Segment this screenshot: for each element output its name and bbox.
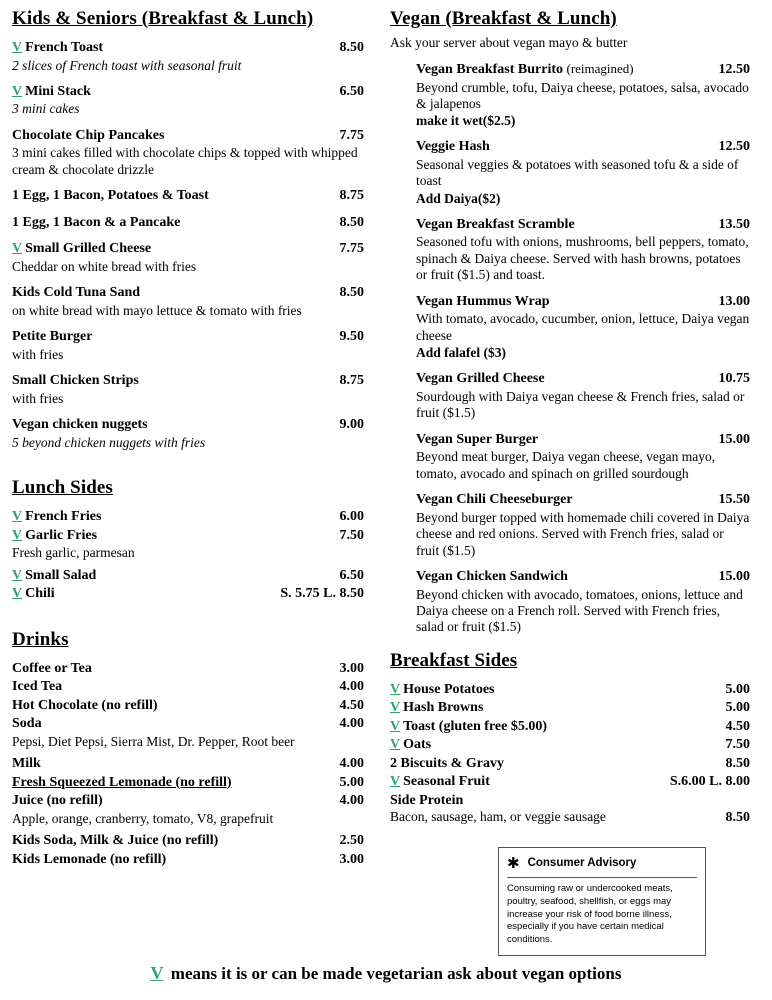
left-column xyxy=(12,8,364,869)
menu-item xyxy=(416,216,750,284)
menu-columns xyxy=(12,8,760,956)
menu-item-head xyxy=(12,214,364,232)
menu-item-price: 6.00 xyxy=(339,509,364,525)
menu-item-price: 15.00 xyxy=(718,569,750,584)
menu-item xyxy=(12,567,364,585)
menu-item xyxy=(416,138,750,206)
vegetarian-icon: V xyxy=(390,681,401,697)
menu-item-description: Beyond burger topped with homemade chili covered in Daiya cheese and red onions. Served with French fries, salad or fruit ($1.5) xyxy=(416,509,750,558)
menu-item-name: V House Potatoes xyxy=(390,681,495,697)
menu-item xyxy=(12,508,364,526)
menu-item-price: 4.50 xyxy=(725,718,750,734)
menu-item-price: 3.00 xyxy=(339,851,364,867)
menu-item xyxy=(12,832,364,850)
menu-item-description: with fries xyxy=(12,346,64,362)
menu-item-name: V French Toast xyxy=(12,40,104,55)
vegetarian-icon: V xyxy=(12,527,23,543)
menu-item-head xyxy=(12,678,364,696)
menu-item-name: Vegan chicken nuggets xyxy=(12,417,148,433)
vegetarian-icon: V xyxy=(390,774,401,790)
menu-item-price: 8.50 xyxy=(725,810,750,826)
menu-item-description: on white bread with mayo lettuce & tomato with fries xyxy=(12,302,302,318)
menu-item xyxy=(390,773,750,791)
menu-item-name: 2 Biscuits & Gravy xyxy=(390,755,504,771)
menu-item-name: V Chili xyxy=(12,586,55,602)
menu-item xyxy=(12,715,364,750)
consumer-advisory-box xyxy=(498,847,706,956)
menu-item xyxy=(390,792,750,831)
menu-item-name: V Toast (gluten free $5.00) xyxy=(390,718,548,734)
menu-item-head xyxy=(390,699,750,717)
menu-item-description: Bacon, sausage, ham, or veggie sausage xyxy=(390,809,606,825)
vegan-subnote: Ask your server about vegan mayo & butter xyxy=(390,35,628,50)
right-column xyxy=(390,8,750,956)
menu-item-head xyxy=(12,660,364,678)
vegan-list xyxy=(390,61,750,636)
menu-item-price: 12.50 xyxy=(718,62,750,77)
menu-item-sub xyxy=(390,809,750,830)
menu-item-price: S.6.00 L. 8.00 xyxy=(669,774,750,790)
breakfast-sides-list xyxy=(390,681,750,831)
menu-item xyxy=(12,755,364,773)
menu-item-head xyxy=(12,240,364,258)
menu-item xyxy=(12,851,364,869)
menu-item-price: 6.50 xyxy=(339,567,364,583)
menu-item-name: Iced Tea xyxy=(12,679,63,695)
menu-item-head xyxy=(416,568,750,586)
menu-item-name: V Small Grilled Cheese xyxy=(12,241,152,257)
menu-item-description: 5 beyond chicken nuggets with fries xyxy=(12,434,206,450)
menu-item-name: Chocolate Chip Pancakes xyxy=(12,127,165,143)
menu-item xyxy=(416,568,750,636)
menu-item-description: Sourdough with Daiya vegan cheese & French fries, salad or fruit ($1.5) xyxy=(416,388,745,421)
menu-item-description: 2 slices of French toast with seasonal fruit xyxy=(12,57,242,73)
menu-item-description: Beyond crumble, tofu, Daiya cheese, potatoes, salsa, avocado & jalapenos xyxy=(416,79,749,111)
menu-item-name: Veggie Hash xyxy=(416,139,490,155)
menu-item xyxy=(12,416,364,451)
menu-item-price: 13.00 xyxy=(718,293,750,309)
menu-item-head xyxy=(416,431,750,449)
menu-item-head xyxy=(12,527,364,545)
section-title-lunch-sides: Lunch Sides xyxy=(12,477,113,499)
menu-item-head xyxy=(416,61,750,79)
menu-item-description: Seasonal veggies & potatoes with seasoned tofu & a side of toast xyxy=(416,156,739,189)
menu-item xyxy=(12,328,364,363)
consumer-advisory-header xyxy=(507,854,697,878)
menu-item-price: 6.50 xyxy=(339,83,364,99)
menu-item xyxy=(416,61,750,129)
vegetarian-icon: V xyxy=(150,963,164,983)
lunch-sides-list xyxy=(12,508,364,602)
menu-item-head xyxy=(12,832,364,850)
vegetarian-icon: V xyxy=(12,586,23,602)
menu-item-head xyxy=(390,792,750,810)
menu-item-name: Kids Soda, Milk & Juice (no refill) xyxy=(12,833,219,849)
menu-item-name: Vegan Chili Cheeseburger xyxy=(416,492,573,508)
menu-item-price: 4.50 xyxy=(339,697,364,713)
menu-item-head xyxy=(12,39,364,57)
menu-item-head xyxy=(12,585,364,603)
menu-item-head xyxy=(416,370,750,388)
menu-item-price: 9.50 xyxy=(339,329,364,345)
menu-item-head xyxy=(12,792,364,810)
menu-item-addon: Add falafel ($3) xyxy=(416,345,506,361)
menu-item-price: 13.50 xyxy=(718,216,750,232)
menu-item xyxy=(12,774,364,792)
menu-item-name: V Garlic Fries xyxy=(12,527,98,543)
menu-item-price: 8.50 xyxy=(339,40,364,55)
menu-item-price: 15.50 xyxy=(718,492,750,508)
consumer-advisory-title: Consumer Advisory xyxy=(527,856,637,869)
menu-item-price: 3.00 xyxy=(339,660,364,676)
menu-item-description: Fresh garlic, parmesan xyxy=(12,545,135,561)
menu-item-name: Kids Cold Tuna Sand xyxy=(12,285,141,301)
menu-item-name: Vegan Super Burger xyxy=(416,431,539,447)
menu-item xyxy=(12,127,364,178)
menu-item-head xyxy=(12,755,364,773)
menu-item-head xyxy=(12,508,364,526)
menu-item-name: V Seasonal Fruit xyxy=(390,774,490,790)
menu-item xyxy=(390,699,750,717)
menu-item-price: 7.75 xyxy=(339,127,364,143)
menu-item-head xyxy=(416,491,750,509)
menu-item xyxy=(12,214,364,232)
menu-item xyxy=(12,527,364,562)
section-title-vegan: Vegan (Breakfast & Lunch) xyxy=(390,8,617,29)
menu-item-description: Pepsi, Diet Pepsi, Sierra Mist, Dr. Pepper, Root beer xyxy=(12,733,295,749)
menu-item-name: Juice (no refill) xyxy=(12,793,103,809)
menu-item xyxy=(12,678,364,696)
menu-item-name: Vegan Chicken Sandwich xyxy=(416,569,568,584)
menu-item-name: Vegan Hummus Wrap xyxy=(416,293,550,309)
menu-item-name: V French Fries xyxy=(12,509,102,525)
menu-item-name: Side Protein xyxy=(390,792,464,808)
menu-item-name: Vegan Grilled Cheese xyxy=(416,371,545,387)
menu-item-description: 3 mini cakes xyxy=(12,101,80,117)
menu-item xyxy=(416,293,750,361)
menu-item-head xyxy=(390,718,750,736)
menu-item-name: V Hash Browns xyxy=(390,700,484,716)
vegetarian-icon: V xyxy=(12,40,23,55)
menu-item-price: 8.50 xyxy=(725,755,750,771)
vegetarian-icon: V xyxy=(12,567,23,583)
menu-item-price: 2.50 xyxy=(339,833,364,849)
menu-item-head xyxy=(12,774,364,792)
menu-item-name: V Oats xyxy=(390,737,432,753)
menu-item-price: 5.00 xyxy=(725,700,750,716)
menu-item-name: V Mini Stack xyxy=(12,83,91,99)
menu-item-price: 4.00 xyxy=(339,756,364,772)
menu-item-name: Hot Chocolate (no refill) xyxy=(12,697,158,713)
menu-item-head xyxy=(12,372,364,390)
menu-item-name: 1 Egg, 1 Bacon & a Pancake xyxy=(12,214,181,230)
drinks-list xyxy=(12,660,364,868)
vegetarian-icon: V xyxy=(12,241,23,257)
menu-item-name: Coffee or Tea xyxy=(12,660,92,676)
menu-item xyxy=(416,370,750,421)
menu-item-addon: make it wet($2.5) xyxy=(416,113,516,129)
menu-item-price: 4.00 xyxy=(339,716,364,732)
menu-item-name: Vegan Breakfast Scramble xyxy=(416,216,575,232)
menu-item-price: 4.00 xyxy=(339,679,364,695)
menu-item-price: 9.00 xyxy=(339,417,364,433)
footer-note-text: means it is or can be made vegetarian ask about vegan options xyxy=(166,964,622,983)
menu-item xyxy=(12,792,364,827)
menu-item-head xyxy=(390,681,750,699)
menu-item-name: Small Chicken Strips xyxy=(12,373,139,389)
section-title-drinks: Drinks xyxy=(12,628,69,650)
menu-item-price: 5.00 xyxy=(339,774,364,790)
menu-item-price: 7.75 xyxy=(339,241,364,257)
menu-item xyxy=(390,755,750,773)
menu-item-head xyxy=(12,328,364,346)
menu-item xyxy=(390,681,750,699)
menu-item-price: 8.75 xyxy=(339,188,364,204)
menu-item-name: Petite Burger xyxy=(12,329,93,345)
menu-item-head xyxy=(390,736,750,754)
menu-item-head xyxy=(12,697,364,715)
menu-item-description: Apple, orange, cranberry, tomato, V8, grapefruit xyxy=(12,810,274,826)
menu-item xyxy=(416,431,750,482)
menu-item-head xyxy=(416,216,750,234)
menu-item-name: 1 Egg, 1 Bacon, Potatoes & Toast xyxy=(12,188,209,204)
menu-item xyxy=(12,585,364,603)
menu-item-name: Soda xyxy=(12,716,42,732)
vegetarian-icon: V xyxy=(390,700,401,716)
menu-item xyxy=(390,718,750,736)
menu-item xyxy=(12,697,364,715)
menu-item xyxy=(12,83,364,118)
menu-item-price: 15.00 xyxy=(718,431,750,447)
vegetarian-icon: V xyxy=(12,83,23,99)
menu-item-description: with fries xyxy=(12,390,64,406)
menu-item-description: Beyond meat burger, Daiya vegan cheese, vegan mayo, tomato, avocado and spinach on grilled sourdough xyxy=(416,449,716,481)
menu-item xyxy=(12,240,364,275)
menu-item xyxy=(416,491,750,559)
menu-item-price: 8.50 xyxy=(339,214,364,230)
vegetarian-icon: V xyxy=(12,509,23,525)
asterisk-icon: ✱ xyxy=(507,853,520,872)
menu-item-price: 5.00 xyxy=(725,681,750,697)
menu-item xyxy=(12,660,364,678)
menu-item-head xyxy=(12,284,364,302)
menu-item-price: 8.50 xyxy=(339,285,364,301)
section-title-breakfast-sides: Breakfast Sides xyxy=(390,649,518,671)
consumer-advisory-body: Consuming raw or undercooked meats, poultry, seafood, shellfish, or eggs may increase your risk of food borne illness, especially if you have certain medical conditions. xyxy=(507,882,673,946)
footer-note xyxy=(0,963,772,984)
menu-item-head xyxy=(12,851,364,869)
menu-item-head xyxy=(12,715,364,733)
menu-item-price: S. 5.75 L. 8.50 xyxy=(280,586,364,602)
menu-item xyxy=(12,372,364,407)
menu-item-head xyxy=(416,138,750,156)
menu-item-addon: Add Daiya($2) xyxy=(416,190,501,206)
menu-item xyxy=(12,284,364,319)
menu-item-name: Milk xyxy=(12,756,41,772)
menu-item-head xyxy=(12,567,364,585)
menu-item-name: Kids Lemonade (no refill) xyxy=(12,851,167,867)
menu-item-name: Vegan Breakfast Burrito (reimagined) xyxy=(416,61,634,77)
menu-item-name: V Small Salad xyxy=(12,567,97,583)
menu-item-price: 7.50 xyxy=(339,527,364,543)
menu-item xyxy=(390,736,750,754)
menu-item-head xyxy=(390,773,750,791)
menu-item xyxy=(12,39,364,74)
menu-item-head xyxy=(12,127,364,145)
kids-seniors-list xyxy=(12,39,364,451)
menu-item-price: 7.50 xyxy=(725,737,750,753)
menu-item-description: Beyond chicken with avocado, tomatoes, onions, lettuce and Daiya cheese on a French roll. Served with French fries, salad or fruit ($1.5) xyxy=(416,586,743,635)
menu-item xyxy=(12,187,364,205)
menu-item-description: Cheddar on white bread with fries xyxy=(12,258,197,274)
vegetarian-icon: V xyxy=(390,718,401,734)
menu-item-head xyxy=(12,187,364,205)
menu-item-price: 10.75 xyxy=(718,371,750,387)
menu-item-head xyxy=(12,83,364,101)
menu-item-head xyxy=(390,755,750,773)
menu-item-price: 4.00 xyxy=(339,793,364,809)
menu-item-description: With tomato, avocado, cucumber, onion, lettuce, Daiya vegan cheese xyxy=(416,311,750,343)
menu-item-head xyxy=(12,416,364,434)
menu-item-head xyxy=(416,293,750,311)
menu-item-description: Seasoned tofu with onions, mushrooms, bell peppers, tomato, spinach & Daiya cheese. Served with hash browns, potatoes or fruit ($1.5) and toast. xyxy=(416,234,749,283)
section-title-kids-seniors: Kids & Seniors (Breakfast & Lunch) xyxy=(12,8,314,29)
menu-item-description: 3 mini cakes filled with chocolate chips & topped with whipped cream & chocolate drizzle xyxy=(12,145,358,177)
menu-item-name-note: (reimagined) xyxy=(566,61,634,76)
menu-item-price: 8.75 xyxy=(339,373,364,389)
menu-item-name: Fresh Squeezed Lemonade (no refill) xyxy=(12,774,232,790)
menu-item-price: 12.50 xyxy=(718,139,750,155)
vegetarian-icon: V xyxy=(390,737,401,753)
